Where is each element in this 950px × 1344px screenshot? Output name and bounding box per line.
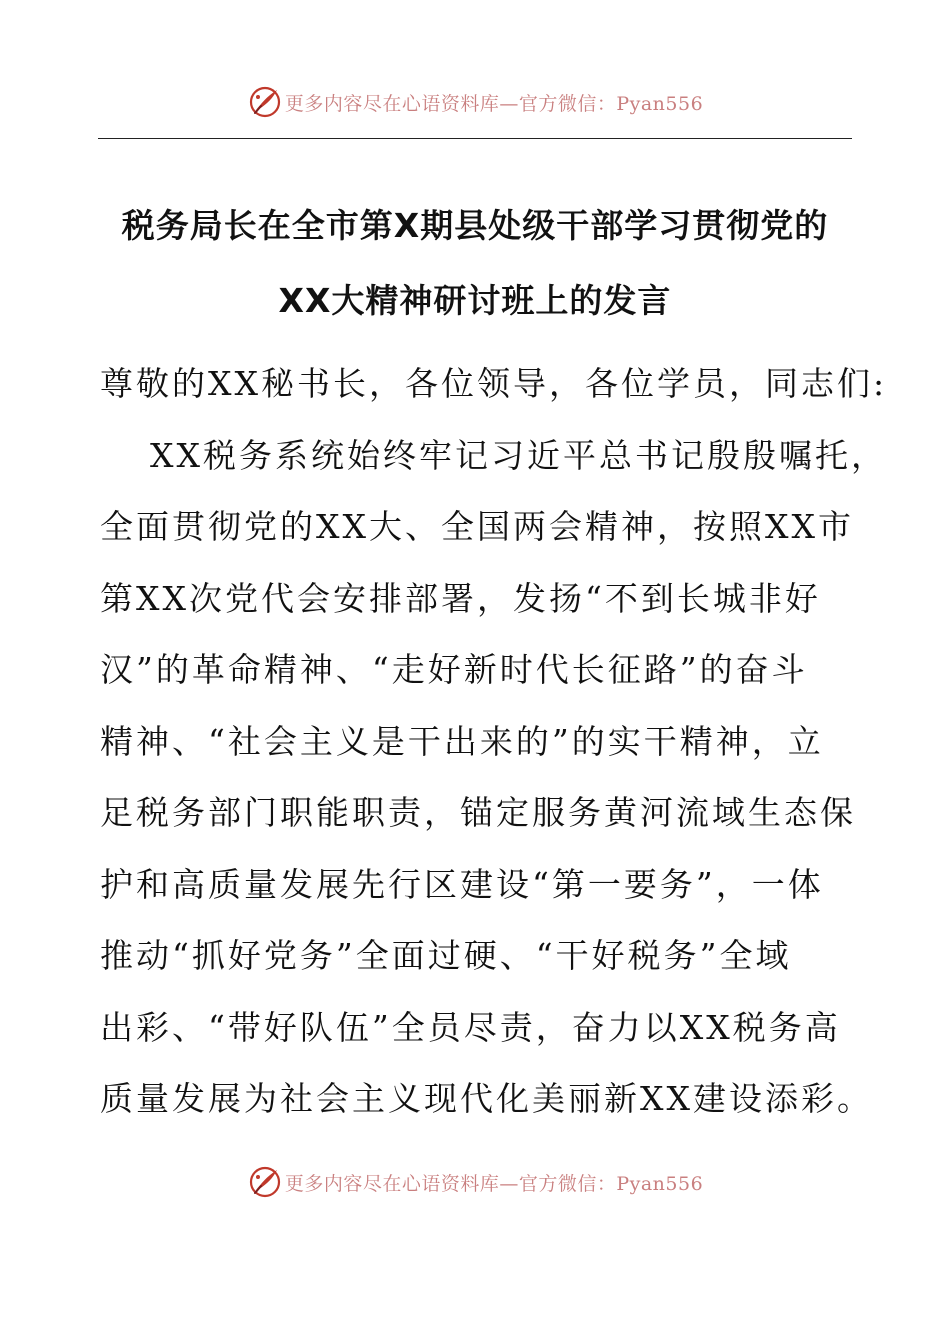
paragraph-line: 出彩、“带好队伍”全员尽责，奋力以XX税务高 bbox=[100, 1007, 841, 1047]
banner-text: 更多内容尽在心语资料库—官方微信：Pyan556 bbox=[284, 1172, 704, 1195]
page-title-line-1: 税务局长在全市第X期县处级干部学习贯彻党的 bbox=[121, 206, 829, 245]
paragraph-line: 第XX次党代会安排部署，发扬“不到长城非好 bbox=[100, 578, 821, 618]
speech-body bbox=[100, 348, 888, 1135]
paragraph-line: 全面贯彻党的XX大、全国两会精神，按照XX市 bbox=[100, 507, 854, 546]
paragraph-line: 护和高质量发展先行区建设“第一要务”，一体 bbox=[100, 864, 824, 904]
paragraph-line: 推动“抓好党务”全面过硬、“干好税务”全域 bbox=[100, 936, 792, 975]
paragraph-line: 汉”的革命精神、“走好新时代长征路”的奋斗 bbox=[100, 650, 808, 689]
salutation-line: 尊敬的XX秘书长，各位领导，各位学员，同志们: bbox=[100, 364, 888, 403]
page-title-line-2: XX大精神研讨班上的发言 bbox=[278, 281, 672, 320]
header-banner bbox=[0, 82, 950, 122]
footer-banner bbox=[0, 1162, 950, 1202]
paragraph-line: 足税务部门职能职责，锚定服务黄河流域生态保 bbox=[100, 793, 856, 832]
paragraph-line: 质量发展为社会主义现代化美丽新XX建设添彩。 bbox=[100, 1079, 873, 1118]
quill-logo-icon bbox=[247, 1164, 283, 1200]
paragraph-line: XX税务系统始终牢记习近平总书记殷殷嘱托， bbox=[150, 435, 887, 475]
header-divider bbox=[98, 138, 852, 139]
quill-logo-icon bbox=[247, 84, 283, 120]
banner-text: 更多内容尽在心语资料库—官方微信：Pyan556 bbox=[284, 92, 704, 115]
paragraph-line: 精神、“社会主义是干出来的”的实干精神，立 bbox=[100, 721, 824, 761]
